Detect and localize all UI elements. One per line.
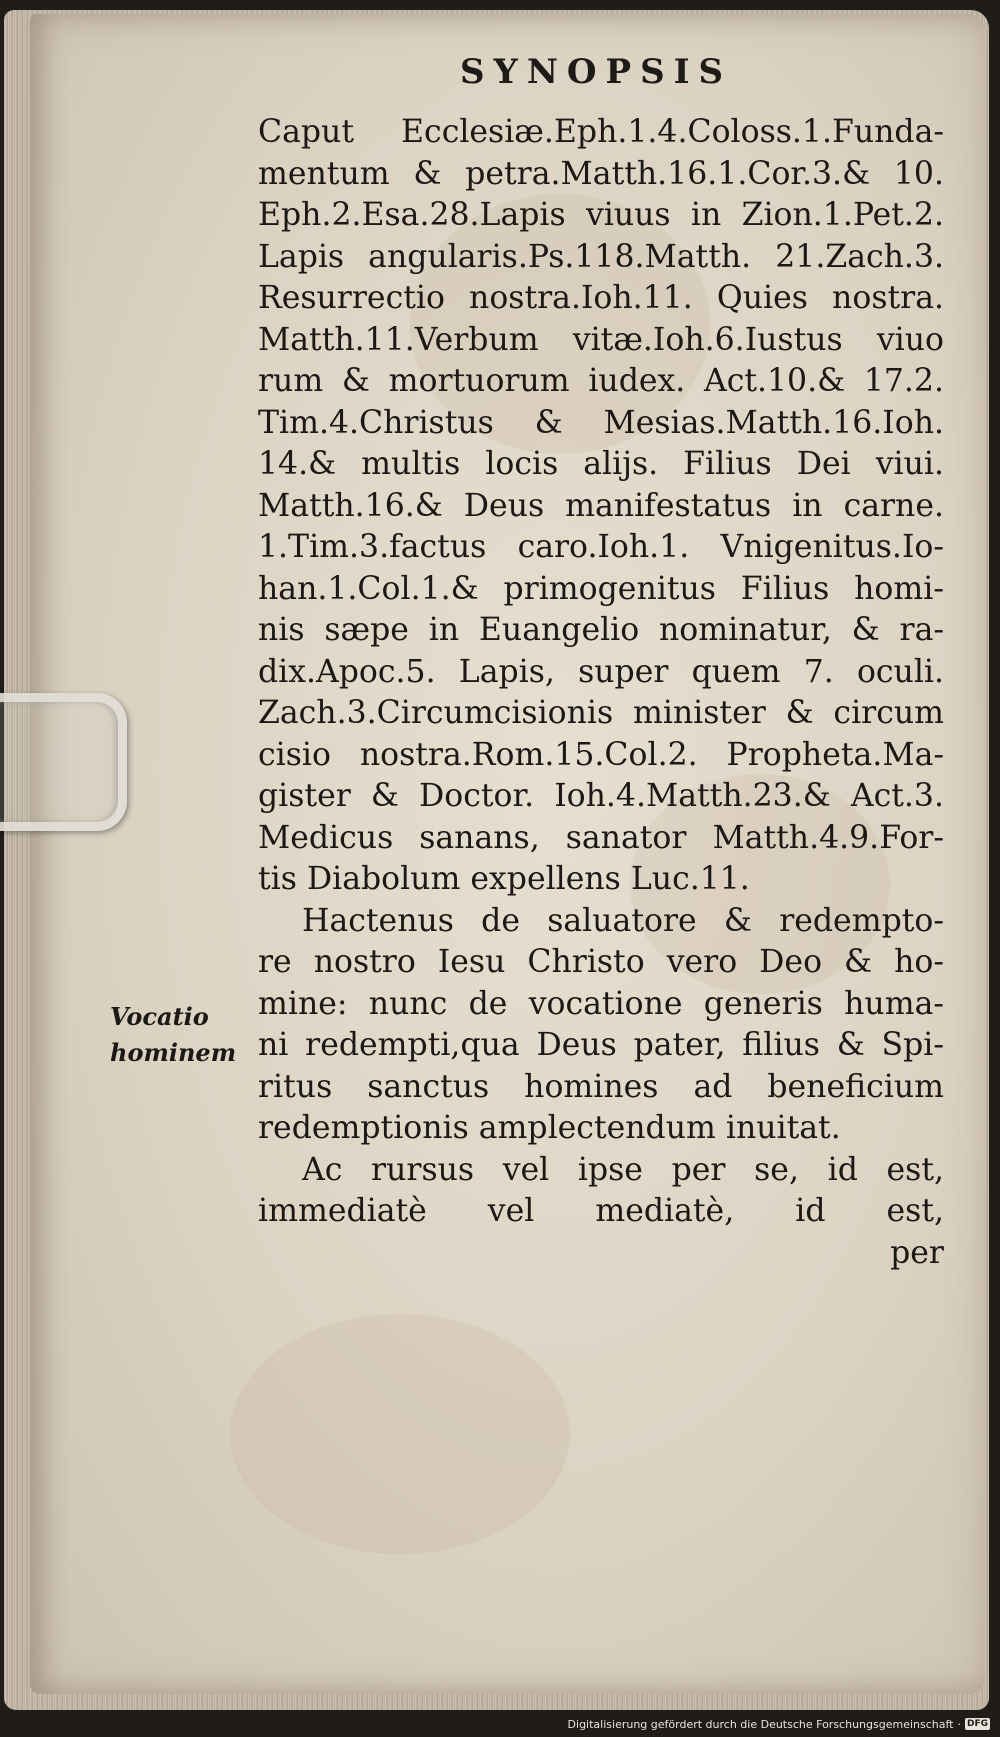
text-line: cisio nostra.Rom.15.Col.2. Propheta.Ma- xyxy=(258,736,944,773)
text-line: 1.Tim.3.factus caro.Ioh.1. Vnigenitus.Io- xyxy=(258,529,944,565)
text-line: Matth.11.Verbum vitæ.Ioh.6.Iustus viuo xyxy=(258,321,944,358)
digitization-credit xyxy=(568,1715,990,1733)
page-clip xyxy=(0,693,127,831)
text-line: Hactenus de saluatore & redempto- xyxy=(302,902,944,939)
text-line: Resurrectio nostra.Ioh.11. Quies nostra. xyxy=(258,280,944,316)
text-line: mentum & petra.Matth.16.1.Cor.3.& 10. xyxy=(258,155,944,192)
text-line: mine: nunc de vocatione generis huma- xyxy=(258,985,944,1022)
text-line: 14.& multis locis alijs. Filius Dei viui. xyxy=(258,446,944,482)
text-line: Matth.16.& Deus manifestatus in carne. xyxy=(258,487,944,524)
text-line: Eph.2.Esa.28.Lapis viuus in Zion.1.Pet.2. xyxy=(258,197,944,233)
running-head: SYNOPSIS xyxy=(460,52,733,92)
text-line: ni redempti,qua Deus pater, filius & Spi- xyxy=(258,1027,944,1063)
text-line: nis sæpe in Euangelio nominatur, & ra- xyxy=(258,612,944,648)
text-line: redemptionis amplectendum inuitat. xyxy=(258,1110,841,1146)
marginal-note-line: hominem xyxy=(110,1038,237,1067)
text-line: Medicus sanans, sanator Matth.4.9.For- xyxy=(258,819,944,856)
text-line: rum & mortuorum iudex. Act.10.& 17.2. xyxy=(258,363,944,399)
text-line: immediatè vel mediatè, id est, xyxy=(258,1193,944,1229)
text-line: Caput Ecclesiæ.Eph.1.4.Coloss.1.Funda- xyxy=(258,114,944,150)
text-line: ritus sanctus homines ad beneficium xyxy=(258,1068,944,1105)
paper-stain xyxy=(230,1314,570,1554)
text-line: gister & Doctor. Ioh.4.Matth.23.& Act.3. xyxy=(258,778,944,814)
marginal-note xyxy=(110,999,260,1071)
text-line: Tim.4.Christus & Mesias.Matth.16.Ioh. xyxy=(258,404,944,441)
text-line: tis Diabolum expellens Luc.11. xyxy=(258,861,750,897)
dfg-logo-icon: DFG xyxy=(966,1719,988,1729)
text-line: Ac rursus vel ipse per se, id est, xyxy=(302,1151,944,1188)
text-line: re nostro Iesu Christo vero Deo & ho- xyxy=(258,944,944,980)
text-line: Lapis angularis.Ps.118.Matth. 21.Zach.3. xyxy=(258,238,944,275)
marginal-note-line: Vocatio xyxy=(110,1002,209,1031)
credit-text: Digitalisierung gefördert durch die Deutsche Forschungsgemeinschaft xyxy=(567,1717,954,1731)
text-line: Zach.3.Circumcisionis minister & circum xyxy=(258,695,944,731)
body-text xyxy=(258,112,944,1274)
text-line: dix.Apoc.5. Lapis, super quem 7. oculi. xyxy=(258,653,944,690)
catchword: per xyxy=(890,1234,944,1271)
separator-dot: · xyxy=(957,1717,961,1731)
text-line: han.1.Col.1.& primogenitus Filius homi- xyxy=(258,570,944,607)
